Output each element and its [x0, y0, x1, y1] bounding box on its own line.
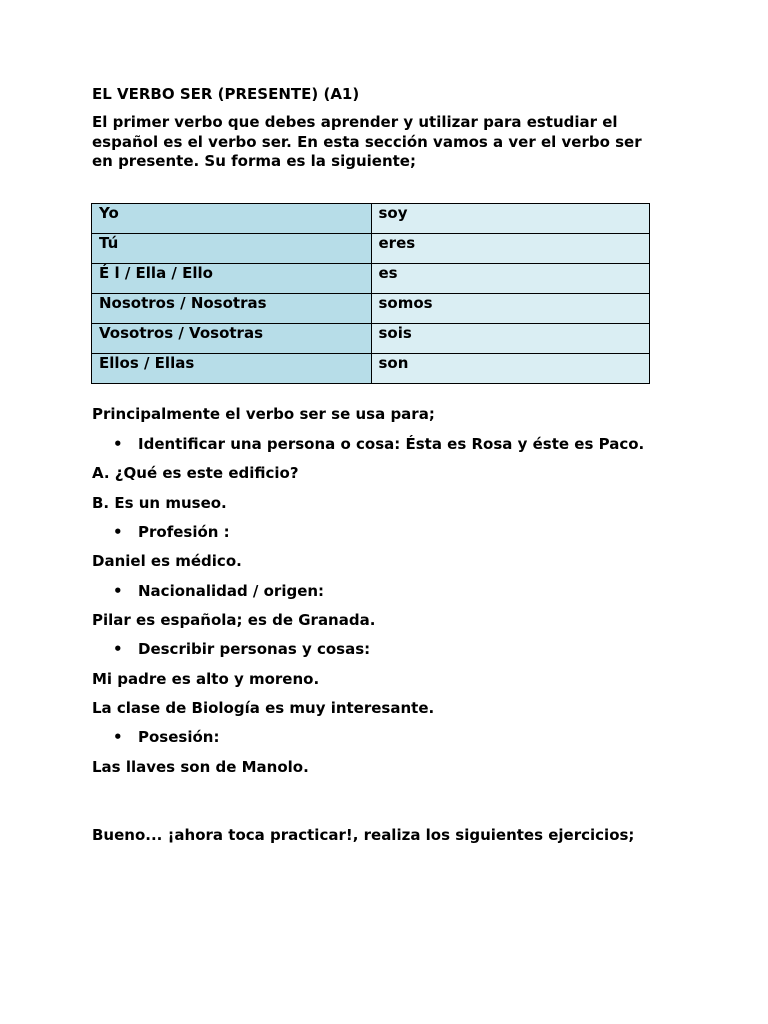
intro-paragraph — [92, 113, 692, 172]
verb-form-cell: soy — [371, 204, 650, 234]
example-line: Pilar es española; es de Granada. — [92, 611, 376, 629]
table-row — [92, 234, 650, 264]
use-heading: Identificar una persona o cosa: Ésta es Rosa y éste es Paco. — [138, 435, 645, 453]
bullet-icon: • — [113, 435, 123, 453]
intro-line: español es el verbo ser. En esta sección vamos a ver el verbo ser — [92, 132, 642, 151]
pronoun-cell: Tú — [92, 234, 372, 264]
example-line: La clase de Biología es muy interesante. — [92, 699, 435, 717]
table-row — [92, 264, 650, 294]
pronoun-cell: Vosotros / Vosotras — [92, 324, 372, 354]
example-line: Mi padre es alto y moreno. — [92, 670, 320, 688]
use-heading: Describir personas y cosas: — [138, 640, 371, 658]
intro-line: El primer verbo que debes aprender y utilizar para estudiar el — [92, 113, 618, 131]
conjugation-table — [91, 203, 650, 384]
use-heading: Posesión: — [138, 728, 220, 746]
table-row — [92, 324, 650, 354]
pronoun-cell: É l / Ella / Ello — [92, 264, 372, 294]
document-title: EL VERBO SER (PRESENTE) (A1) — [92, 85, 360, 103]
closing-line: Bueno... ¡ahora toca practicar!, realiza los siguientes ejercicios; — [92, 826, 635, 844]
table-row — [92, 354, 650, 384]
bullet-icon: • — [113, 523, 123, 541]
use-heading: Nacionalidad / origen: — [138, 582, 325, 600]
verb-form-cell: es — [371, 264, 650, 294]
table-row — [92, 294, 650, 324]
example-line: Las llaves son de Manolo. — [92, 758, 309, 776]
verb-form-cell: son — [371, 354, 650, 384]
bullet-icon: • — [113, 640, 123, 658]
example-line: B. Es un museo. — [92, 494, 227, 512]
pronoun-cell: Nosotros / Nosotras — [92, 294, 372, 324]
example-line: Daniel es médico. — [92, 552, 242, 570]
verb-form-cell: somos — [371, 294, 650, 324]
table-row — [92, 204, 650, 234]
use-heading: Profesión : — [138, 523, 230, 541]
usage-intro: Principalmente el verbo ser se usa para; — [92, 405, 435, 423]
pronoun-cell: Ellos / Ellas — [92, 354, 372, 384]
bullet-icon: • — [113, 728, 123, 746]
example-line: A. ¿Qué es este edificio? — [92, 464, 299, 482]
pronoun-cell: Yo — [92, 204, 372, 234]
verb-form-cell: sois — [371, 324, 650, 354]
bullet-icon: • — [113, 582, 123, 600]
verb-form-cell: eres — [371, 234, 650, 264]
intro-line: en presente. Su forma es la siguiente; — [92, 152, 416, 170]
